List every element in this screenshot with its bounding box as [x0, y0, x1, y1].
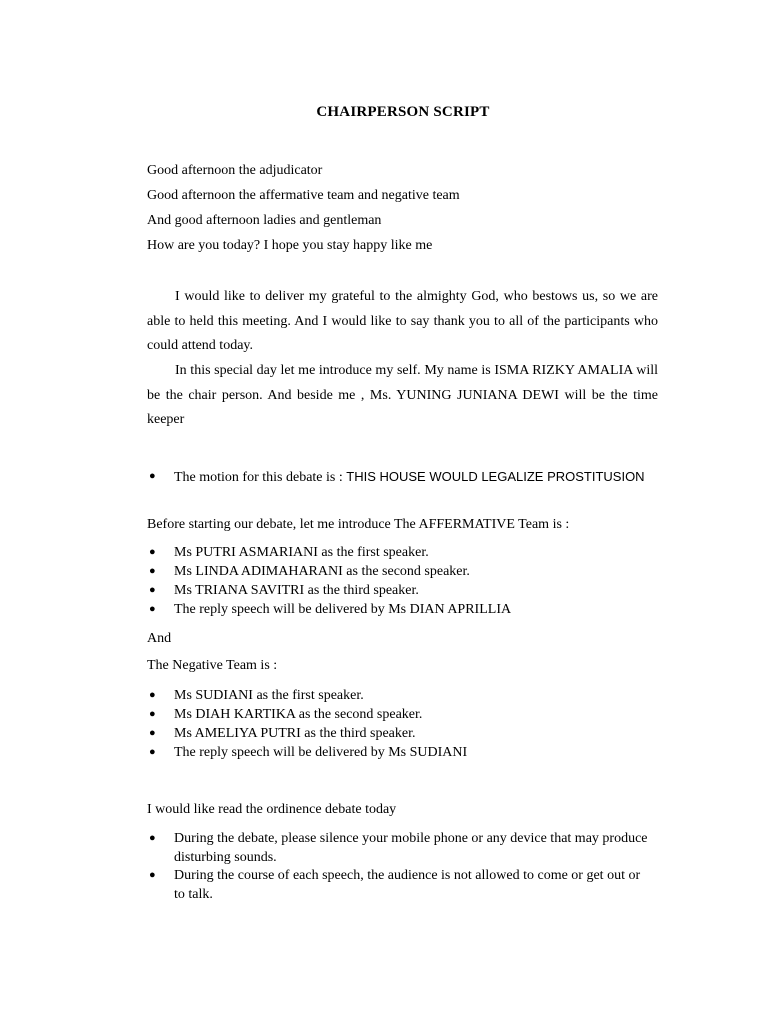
- bullet-icon: ●: [149, 869, 156, 881]
- affirmative-speaker: The reply speech will be delivered by Ms DIAN APRILLIA: [174, 602, 512, 617]
- affirmative-speaker: Ms PUTRI ASMARIANI as the first speaker.: [174, 545, 429, 560]
- bullet-icon: ●: [149, 546, 156, 558]
- motion-bullet: [149, 467, 649, 487]
- motion-title: THIS HOUSE WOULD LEGALIZE PROSTITUSION: [346, 469, 645, 484]
- greeting-line: And good afternoon ladies and gentleman: [147, 213, 382, 228]
- bullet-icon: ●: [149, 584, 156, 596]
- bullet-icon: ●: [149, 689, 156, 701]
- list-item: [149, 724, 649, 743]
- negative-intro: The Negative Team is :: [147, 658, 278, 673]
- bullet-icon: ●: [149, 565, 156, 577]
- greeting-line: Good afternoon the adjudicator: [147, 163, 323, 178]
- negative-speaker: Ms AMELIYA PUTRI as the third speaker.: [174, 726, 416, 741]
- list-item: [149, 581, 649, 600]
- affirmative-speaker: Ms TRIANA SAVITRI as the third speaker.: [174, 583, 419, 598]
- list-item: [149, 543, 649, 562]
- affirmative-intro: Before starting our debate, let me introduce The AFFERMATIVE Team is :: [147, 517, 570, 532]
- ordinance-intro: I would like read the ordinence debate today: [147, 802, 397, 817]
- negative-speaker: Ms SUDIANI as the first speaker.: [174, 688, 364, 703]
- motion-prefix: The motion for this debate is :: [174, 470, 347, 485]
- debate-rule: During the course of each speech, the audience is not allowed to come or get out or to talk.: [174, 868, 641, 902]
- list-item: [149, 600, 649, 619]
- list-item: [149, 829, 649, 867]
- negative-speaker: The reply speech will be delivered by Ms SUDIANI: [174, 745, 468, 760]
- document-title: CHAIRPERSON SCRIPT: [316, 104, 490, 120]
- introduction-paragraph: In this special day let me introduce my self. My name is ISMA RIZKY AMALIA will be the chair person. And beside me , Ms. YUNING JUNIANA DEWI will be the time keeper: [147, 363, 658, 428]
- negative-speaker: Ms DIAH KARTIKA as the second speaker.: [174, 707, 423, 722]
- motion-text: [174, 467, 649, 487]
- affirmative-speaker: Ms LINDA ADIMAHARANI as the second speaker.: [174, 564, 470, 579]
- bullet-icon: ●: [149, 746, 156, 758]
- and-text: And: [147, 631, 172, 646]
- list-item: [149, 686, 649, 705]
- bullet-icon: ●: [149, 603, 156, 615]
- debate-rule: During the debate, please silence your mobile phone or any device that may produce disturbing sounds.: [174, 831, 648, 865]
- list-item: [149, 866, 649, 904]
- greeting-line: How are you today? I hope you stay happy like me: [147, 238, 433, 253]
- list-item: [149, 743, 649, 762]
- list-item: [149, 705, 649, 724]
- bullet-icon: ●: [149, 708, 156, 720]
- greeting-line: Good afternoon the affermative team and negative team: [147, 188, 460, 203]
- list-item: [149, 562, 649, 581]
- bullet-icon: ●: [149, 470, 156, 482]
- gratitude-paragraph: I would like to deliver my grateful to the almighty God, who bestows us, so we are able to held this meeting. And I would like to say thank you to all of the participants who could attend today.: [147, 289, 658, 354]
- bullet-icon: ●: [149, 727, 156, 739]
- bullet-icon: ●: [149, 832, 156, 844]
